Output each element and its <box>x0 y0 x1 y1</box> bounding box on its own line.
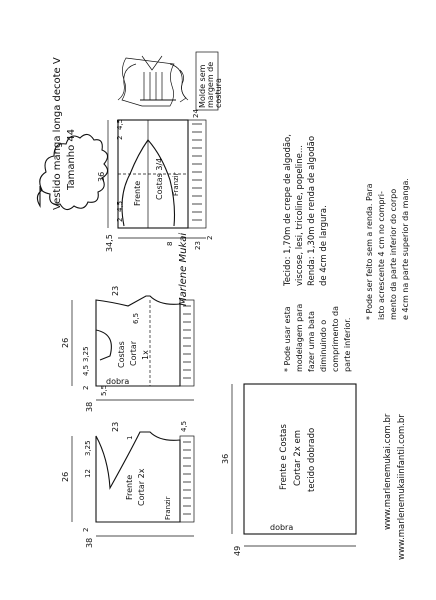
sleeve-dim-7: 8 <box>166 241 174 246</box>
modelagem-line2: modelagem para <box>295 303 304 372</box>
skirt-fold: dobra <box>270 523 294 532</box>
front-dim-6: 2 <box>82 527 90 532</box>
sleeve-dim-8: 2 <box>206 235 214 240</box>
mold-note-line1: Molde sem <box>198 64 207 108</box>
front-dim-1: 12 <box>84 469 92 478</box>
skirt-label1: Frente e Costas <box>279 424 289 490</box>
modelagem-line4: diminuindo o <box>319 319 328 372</box>
front-label2: Cortar 2x <box>137 468 146 506</box>
back-dim-2: 6,5 <box>132 312 140 324</box>
mold-note-line3: costura <box>214 78 223 108</box>
fabric-line3: Renda: 1,30m de renda de algodão <box>307 135 317 286</box>
renda-line1: * Pode ser feito sem a renda. Para <box>365 183 374 320</box>
sleeve-dim-2: 4,5 <box>116 118 124 130</box>
sleeve-label-frente: Frente <box>133 180 142 206</box>
fabric-line1: Tecido: 1,70m de crepe de algodão, <box>283 134 293 286</box>
front-dim-3: 23 <box>111 421 120 432</box>
skirt-dim-1: 49 <box>233 545 242 556</box>
footer-url1: www.marlenemukai.com.br <box>383 413 393 530</box>
back-label3: 1x <box>141 350 150 360</box>
back-dim-6: 5,5 <box>100 384 108 396</box>
front-franzir: Franzir <box>164 496 172 520</box>
back-dim-1: 23 <box>111 285 120 296</box>
sleeve-dim-9: 23 <box>194 241 202 250</box>
front-dim-2: 3,25 <box>84 440 92 456</box>
front-dim-7: 38 <box>85 537 94 548</box>
title-line1: Vestido manga longa decote V <box>52 57 63 210</box>
fabric-line4: de 4cm de largura. <box>319 205 329 286</box>
sleeve-dim-4: 4,5 <box>116 200 124 212</box>
back-label2: Cortar <box>129 340 138 366</box>
skirt-dim-0: 36 <box>221 453 230 464</box>
back-label1: Costas <box>117 341 126 368</box>
front-dim-0: 26 <box>61 471 70 482</box>
modelagem-line1: * Pode usar esta <box>283 306 292 372</box>
signature: Marlene Mukai <box>178 232 189 306</box>
front-dim-5: 4,5 <box>180 420 188 432</box>
footer-url2: www.marlenemukaiinfantil.com.br <box>397 414 407 560</box>
modelagem-line6: parte inferior. <box>343 317 352 372</box>
back-dim-7: 38 <box>85 401 94 412</box>
sleeve-label-franzir: Franzir <box>172 172 180 196</box>
sleeve-dim-0: 36 <box>97 171 106 182</box>
sleeve-dim-3: 2 <box>116 217 124 222</box>
sleeve-label-costas: Costas 3/4 <box>155 157 164 200</box>
mold-note-line2: margem de <box>206 61 215 108</box>
sleeve-dim-5: 24 <box>192 109 200 118</box>
back-dim-5: 2 <box>82 385 90 390</box>
renda-line2: isto acrescente 4 cm no compri- <box>377 191 386 320</box>
skirt-label3: tecido dobrado <box>307 427 317 492</box>
renda-line3: mento da parte inferior do corpo <box>389 188 398 320</box>
back-fold: dobra <box>106 377 130 386</box>
back-dim-0: 26 <box>61 337 70 348</box>
modelagem-line3: fazer uma bata <box>307 311 316 372</box>
sleeve-dim-6: 34,5 <box>105 234 114 252</box>
front-dim-4: 1 <box>126 435 134 440</box>
front-label1: Frente <box>125 474 134 500</box>
back-dim-4: 4,5 <box>82 364 90 376</box>
sleeve-dim-1: 2 <box>116 135 124 140</box>
back-dim-3: 3,25 <box>82 346 90 362</box>
modelagem-line5: comprimento da <box>331 305 340 372</box>
title-line2: Tamanho 44 <box>66 128 77 190</box>
fabric-line2: viscose, lesi, tricoline, popeline... <box>295 144 305 286</box>
renda-line4: e 4cm na parte superior da manga. <box>401 178 410 320</box>
skirt-label2: Cortar 2x em <box>293 429 303 486</box>
